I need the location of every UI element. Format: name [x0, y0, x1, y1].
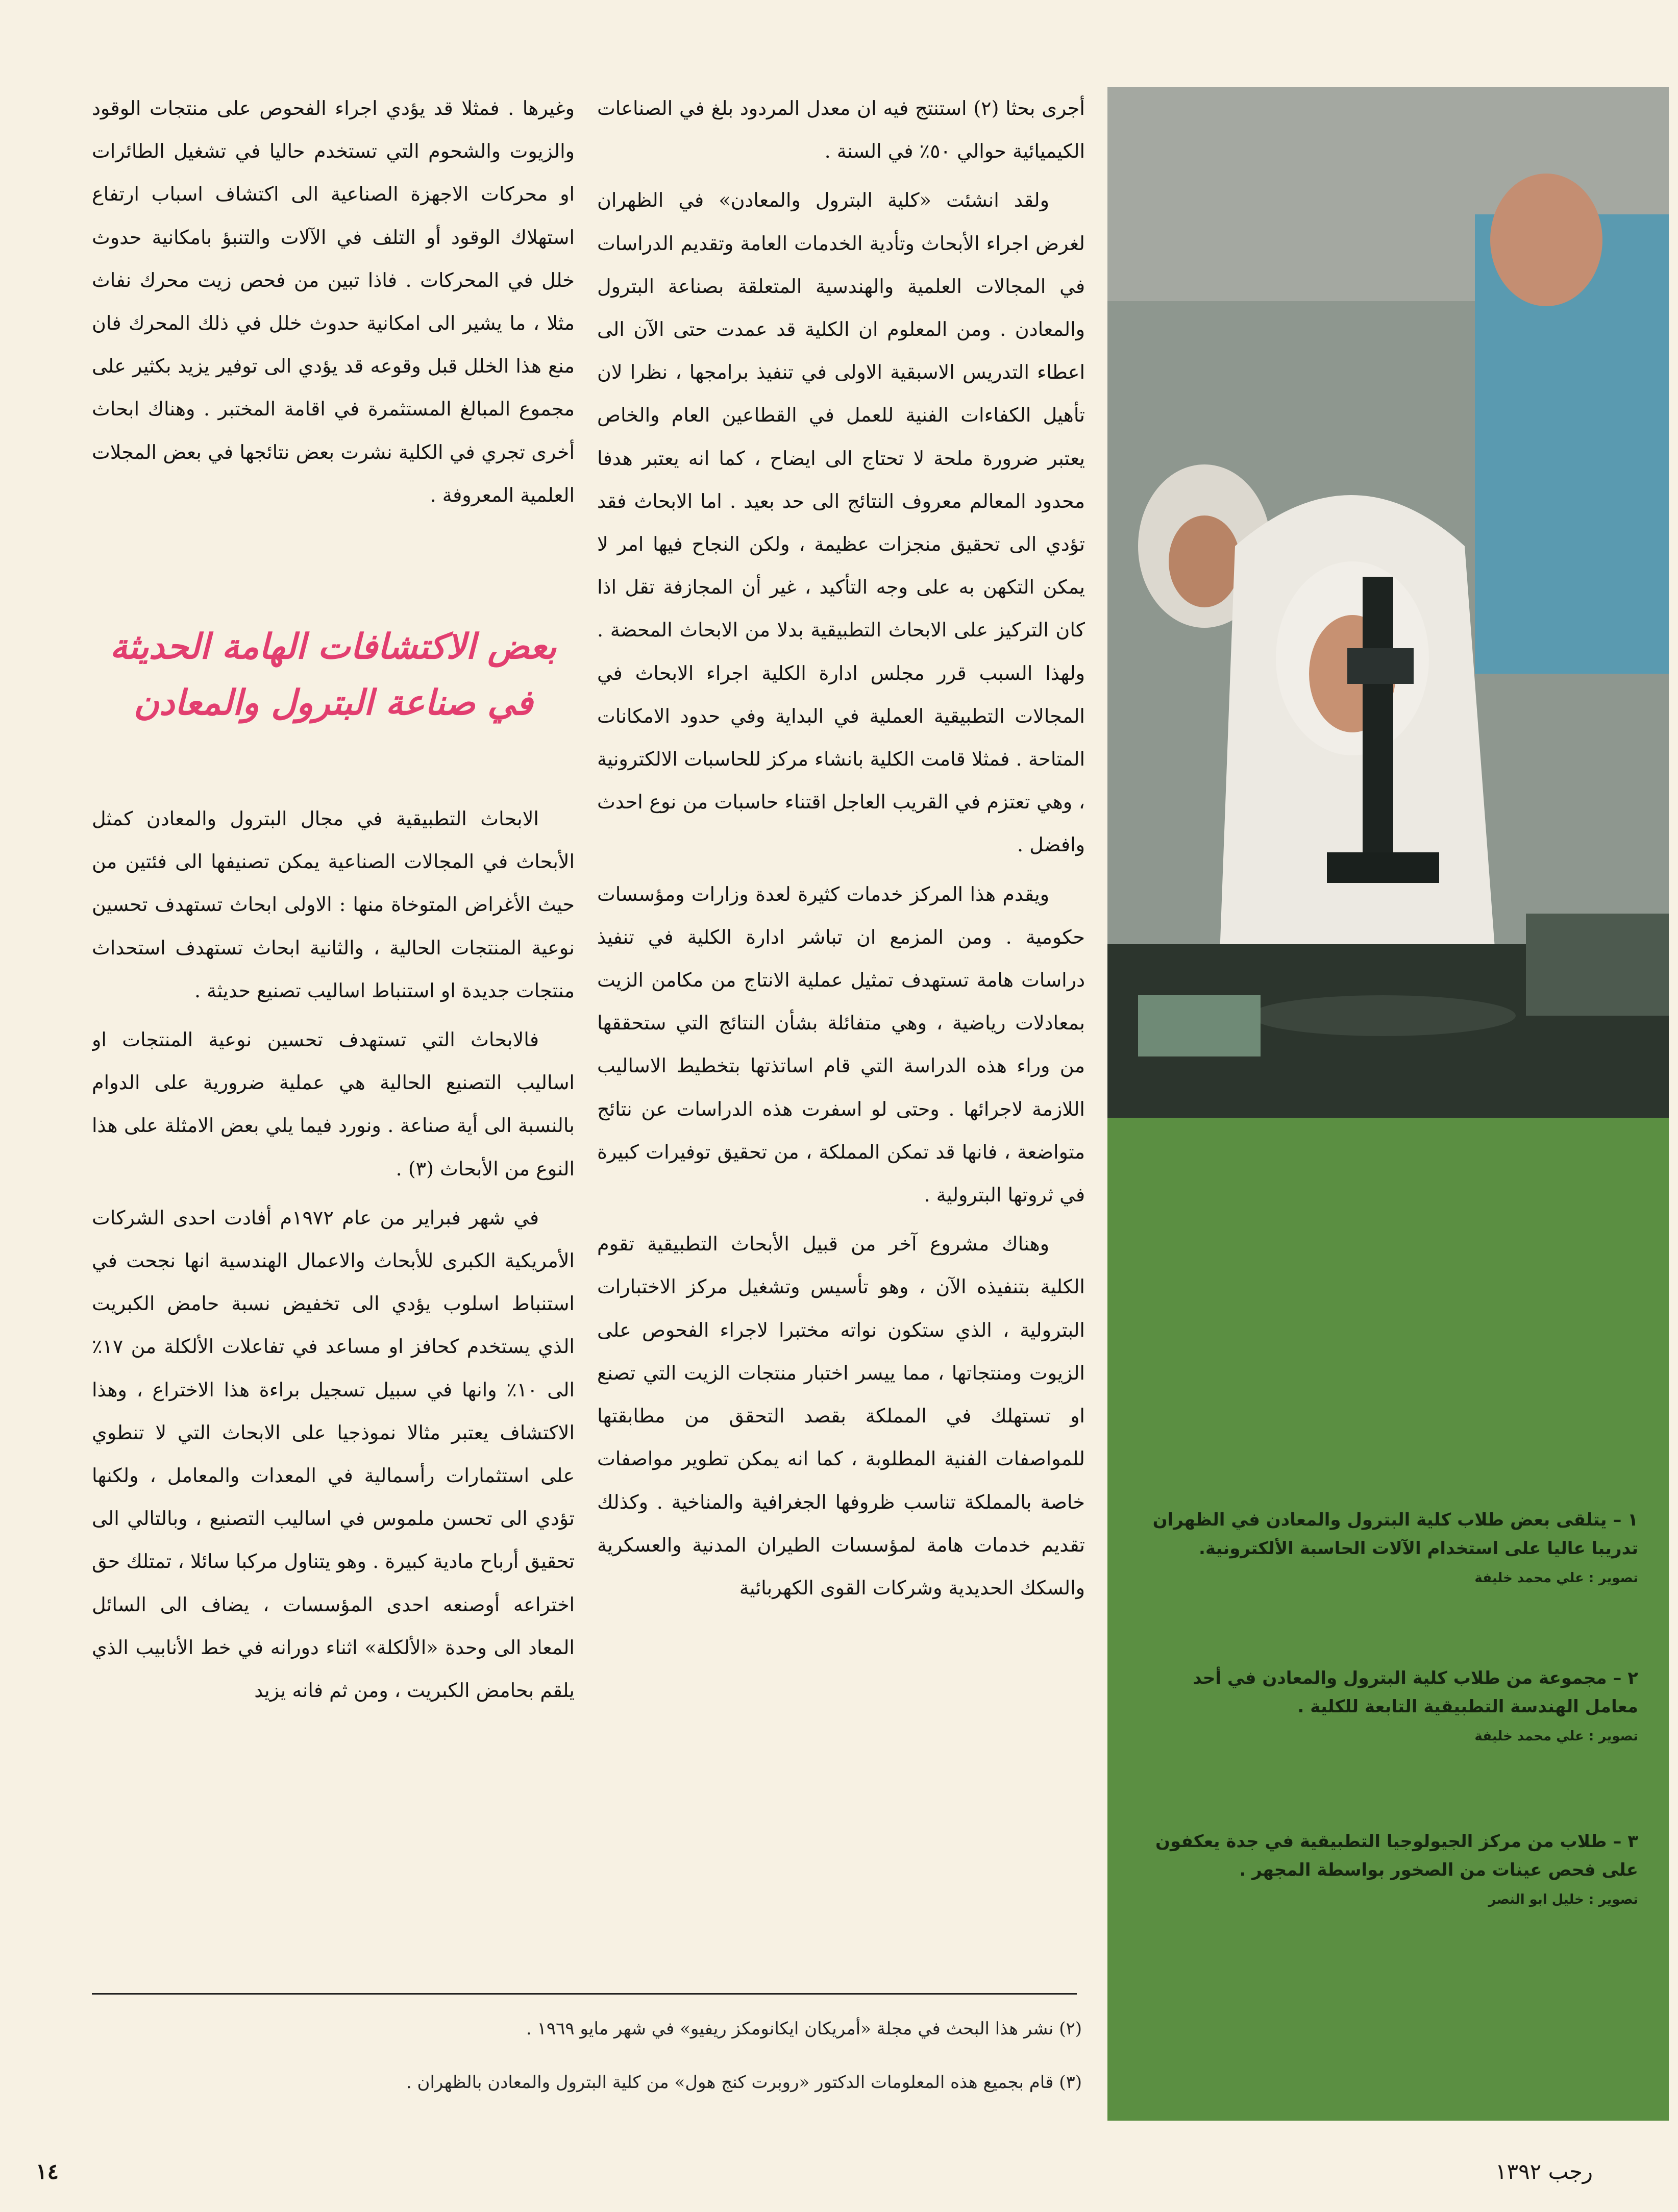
article-column-right	[597, 87, 1085, 1950]
photo-caption-3: ٣ – طلاب من مركز الجيولوجيا التطبيقية في جدة يعكفون على فحص عينات من الصخور بواسطة المجهر . تصوير : خليل ابو النصر	[1138, 1827, 1638, 1911]
article-paragraph: أجرى بحثا (٢) استنتج فيه ان معدل المردود بلغ في الصناعات الكيميائية حوالي ٥٠٪ في السنة .	[597, 97, 1085, 163]
article-paragraph: وهناك مشروع آخر من قبيل الأبحاث التطبيقية تقوم الكلية بتنفيذه الآن ، وهو تأسيس وتشغيل مركز الاختبارات البترولية ، الذي ستكون نواته مختبرا لاجراء الفحوص على الزيوت ومنتجاتها ، مما ييسر اختبار منتجات الزيت التي تصنع او تستهلك في المملكة بقصد التحقق من مطابقتها للمواصفات الفنية المطلوبة ، كما انه يمكن تطوير مواصفات خاصة بالمملكة تناسب ظروفها الجغرافية والمناخية . وكذلك تقديم خدمات هامة لمؤسسات الطيران المدنية والعسكرية والسكك الحديدية وشركات القوى الكهربائية	[597, 1233, 1085, 1599]
headline-line-2: في صناعة البترول والمعادن	[133, 682, 533, 724]
students-microscope-photo	[1107, 87, 1669, 1118]
photo-caption-2: ٢ – مجموعة من طلاب كلية البترول والمعادن في أحد معامل الهندسة التطبيقية التابعة للكلية . تصوير : علي محمد خليفة	[1138, 1664, 1638, 1748]
page-number: ١٤	[36, 2159, 59, 2184]
article-paragraph: وغيرها . فمثلا قد يؤدي اجراء الفحوص على منتجات الوقود والزيوت والشحوم التي تستخدم حاليا في تشغيل الطائرات او محركات الاجهزة الصناعية الى اكتشاف اسباب ارتفاع استهلاك الوقود أو التلف في الآلات والتنبؤ بامكانية حدوث خلل في المحركات . فاذا تبين من فحص زيت محرك نفاث مثلا ، ما يشير الى امكانية حدوث خلل في ذلك المحرك فان منع هذا الخلل قبل وقوعه قد يؤدي الى توفير يزيد بكثير على مجموع المبالغ المستثمرة في اقامة المختبر . وهناك ابحاث أخرى تجري في الكلية نشرت بعض نتائجها في بعض المجلات العلمية المعروفة .	[92, 97, 575, 506]
article-paragraph: في شهر فبراير من عام ١٩٧٢م أفادت احدى الشركات الأمريكية الكبرى للأبحاث والاعمال الهندسية انها نجحت في استنباط اسلوب يؤدي الى تخفيض نسبة حامض الكبريت الذي يستخدم كحافز او مساعد في تفاعلات الألكلة من ١٧٪ الى ١٠٪ وانها في سبيل تسجيل براءة هذا الاختراع ، وهذا الاكتشاف يعتبر مثالا نموذجيا على الابحاث التي لا تنطوي على استثمارات رأسمالية في المعدات والمعامل ، ولكنها تؤدي الى تحسن ملموس في اساليب التصنيع ، وبالتالي الى تحقيق أرباح مادية كبيرة . وهو يتناول مركبا سائلا ، تمتلك حق اختراعه أوصنعه احدى المؤسسات ، يضاف الى السائل المعاد الى وحدة «الألكلة» اثناء دورانه في خط الأنابيب الذي يلقم بحامض الكبريت ، ومن ثم فانه يزيد	[92, 1206, 575, 1702]
article-paragraph: ولقد انشئت «كلية البترول والمعادن» في الظهران لغرض اجراء الأبحاث وتأدية الخدمات العامة وتقديم الدراسات في المجالات العلمية والهندسية المتعلقة بصناعة البترول والمعادن . ومن المعلوم ان الكلية قد عمدت حتى الآن الى اعطاء التدريس الاسبقية الاولى في تنفيذ برامجها ، نظرا لان تأهيل الكفاءات الفنية للعمل في القطاعين العام والخاص يعتبر ضرورة ملحة لا تحتاج الى ايضاح ، كما انه يعتبر هدفا محدود المعالم معروف النتائج الى حد بعيد . اما الابحاث فقد تؤدي الى تحقيق منجزات عظيمة ، ولكن النجاح فيها امر لا يمكن التكهن به على وجه التأكيد ، غير أن المجازفة تقل اذا كان التركيز على الابحاث التطبيقية بدلا من الابحاث المحضة . ولهذا السبب قرر مجلس ادارة الكلية اجراء الابحاث في المجالات التطبيقية العملية في البداية وفي حدود الامكانات المتاحة . فمثلا قامت الكلية بانشاء مركز للحاسبات الالكترونية ، وهي تعتزم في القريب العاجل اقتناء حاسبات من نوع احدث وافضل .	[597, 189, 1085, 856]
footnote-3: (٣) قام بجميع هذه المعلومات الدكتور «روبرت كنج هول» من كلية البترول والمعادن بالظهران .	[406, 2072, 1082, 2093]
article-paragraph: فالابحاث التي تستهدف تحسين نوعية المنتجات او اساليب التصنيع الحالية هي عملية ضرورية على الدوام بالنسبة الى أية صناعة . ونورد فيما يلي بعض الامثلة على هذا النوع من الأبحاث (٣) .	[92, 1028, 575, 1180]
footnote-divider	[92, 1993, 1077, 1995]
photo-credit-2: تصوير : علي محمد خليفة	[1474, 1729, 1638, 1744]
photo-illustration	[1107, 87, 1669, 1118]
photo-caption-1: ١ – يتلقى بعض طلاب كلية البترول والمعادن في الظهران تدريبا عاليا على استخدام الآلات الحاسبة الألكترونية. تصوير : علي محمد خليفة	[1138, 1506, 1638, 1589]
caption-panel	[1107, 1118, 1669, 2121]
article-paragraph: ويقدم هذا المركز خدمات كثيرة لعدة وزارات ومؤسسات حكومية . ومن المزمع ان تباشر ادارة الكلية في تنفيذ دراسات هامة تستهدف تمثيل عملية الانتاج من مكامن الزيت بمعادلات رياضية ، وهي متفائلة بشأن النتائج التي ستحققها من وراء هذه الدراسة التي قام اساتذتها بتخطيط الاساليب اللازمة لاجرائها . وحتى لو اسفرت هذه الدراسات عن نتائج متواضعة ، فانها قد تمكن المملكة ، من تحقيق توفيرات كبيرة في ثروتها البترولية .	[597, 882, 1085, 1207]
issue-date: رجب ١٣٩٢	[1495, 2159, 1593, 2184]
photo-credit-3: تصوير : خليل ابو النصر	[1488, 1892, 1638, 1907]
headline-line-1: بعض الاكتشافات الهامة الحديثة	[110, 626, 557, 668]
section-headline	[92, 619, 575, 731]
article-column-left	[92, 87, 575, 1950]
photo-credit-1: تصوير : علي محمد خليفة	[1474, 1570, 1638, 1586]
footnote-2: (٢) نشر هذا البحث في مجلة «أمريكان ايكانومكز ريفيو» في شهر مايو ١٩٦٩ .	[526, 2019, 1082, 2039]
article-paragraph: الابحاث التطبيقية في مجال البترول والمعادن كمثل الأبحاث في المجالات الصناعية يمكن تصنيفها الى فئتين من حيث الأغراض المتوخاة منها : الاولى ابحاث تستهدف تحسين نوعية المنتجات الحالية ، والثانية ابحاث تستهدف استحداث منتجات جديدة او استنباط اساليب تصنيع حديثة .	[92, 807, 575, 1002]
